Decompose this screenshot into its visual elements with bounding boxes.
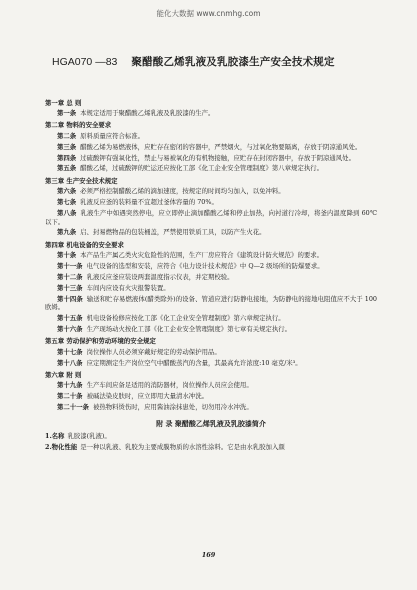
- article-text: 原料质量应符合标准。: [80, 131, 145, 140]
- document-header: [52, 54, 377, 69]
- article-number: 第十六条: [57, 325, 83, 334]
- article-number: 第十二条: [57, 272, 83, 281]
- article-number: 第十一条: [57, 261, 83, 270]
- watermark: 能化大数据 www.cnmhg.com: [156, 9, 261, 18]
- article-number: 第三条: [57, 142, 77, 151]
- article-text: 岗位操作人员必须穿戴好规定的劳动保护用品。: [86, 347, 221, 356]
- article-text: 乳液反应釜的装料量不宜超过釜体容量的 70%。: [80, 198, 218, 207]
- article: [45, 228, 377, 237]
- article-number: 第十条: [57, 251, 77, 260]
- chapter-heading: 第二章 物料的安全要求: [45, 121, 112, 130]
- chapter-heading: 第一章 总 则: [45, 98, 82, 107]
- appendix-item-text: 乳胶漆(乳液)。: [67, 432, 111, 441]
- article-number: 第九条: [57, 228, 77, 237]
- article-number: 第十八条: [57, 358, 83, 367]
- article: [45, 262, 377, 271]
- article: [45, 198, 377, 207]
- article: [45, 143, 377, 152]
- appendix-item: [45, 432, 377, 441]
- page-number: 169: [201, 551, 216, 559]
- appendix-item: [45, 443, 377, 452]
- article-text: 本产品生产属乙类火灾危险性的范围，生产厂房应符合《建筑设计防火规范》的要求。: [80, 251, 324, 260]
- appendix-item-key: 2.物化性能: [45, 442, 78, 451]
- article: [45, 359, 377, 368]
- article-number: 第四条: [57, 153, 77, 162]
- article-number: 第二条: [57, 131, 77, 140]
- chapter-heading: 第三章 生产安全技术规定: [45, 176, 118, 185]
- article-number: 第十五条: [57, 314, 83, 323]
- article: [45, 154, 377, 163]
- article-number: 第七条: [57, 198, 77, 207]
- article: [45, 187, 377, 196]
- article-text: 机电设备检修应按化工部《化工企业安全管理制度》第六章规定执行。: [86, 314, 285, 323]
- article-text: 生产车间应备足适用的消防器材，岗位操作人员应会使用。: [86, 381, 253, 390]
- article: [45, 348, 377, 357]
- article-text: 启、封易燃物品的包装桶盖，严禁使用铁质工具，以防产生火花。: [80, 228, 266, 237]
- article-number: 第十四条: [57, 294, 83, 303]
- article: [45, 273, 377, 282]
- appendix-item-text: 是一种以乳液、乳胶为主要成膜物质的水溶性涂料。它是由水乳胶加入颜: [80, 442, 285, 451]
- article: [45, 109, 377, 118]
- article-text: 乳液生产中如遇突然停电，应立即停止滴加醋酸乙烯和停止加热，向衬道行冷却，将釜内温度降到 60℃以下。: [45, 208, 377, 226]
- article-text: 生产现场动火按化工部《化工企业安全管理制度》第七章有关规定执行。: [86, 325, 292, 334]
- article-number: 第十七条: [57, 347, 83, 356]
- article-number: 第十九条: [57, 381, 83, 390]
- appendix-title: 附 录 聚醋酸乙烯乳液及乳胶漆简介: [156, 418, 266, 428]
- article-text: 醋酸乙烯为易燃液体，应贮存在密闭的容器中，严禁烟火，与过氧化物要隔离，存放于阴凉通风处。: [80, 142, 362, 151]
- article-text: 乳液反应釜应装设两套温度指示仪表，并定期校验。: [86, 272, 234, 281]
- article-text: 车间内应设有火灾报警装置。: [86, 283, 170, 292]
- article-text: 必须严格控制醋酸乙烯的滴加速度，按规定的时间均匀加入，以免冲料。: [80, 187, 285, 196]
- article-text: 输送和贮存易燃液体(醋类除外)的设备、管道应进行防静电接地，为防静电的接地电阻值应不大于 100 欧姆。: [45, 294, 377, 312]
- article-text: 本规定适用于聚醋酸乙烯乳液及乳胶漆的生产。: [80, 109, 215, 118]
- article: [45, 392, 377, 401]
- appendix-item-key: 1.名称: [45, 432, 65, 441]
- article-text: 醋酸乙烯，过硫酸钾的贮运还应按化工部《化工企业安全管理制度》第八章规定执行。: [80, 164, 324, 173]
- article-number: 第五条: [57, 164, 77, 173]
- article: [45, 314, 377, 323]
- article-number: 第二十条: [57, 392, 83, 401]
- article: [45, 325, 377, 334]
- article: [45, 403, 377, 412]
- chapter-heading: 第四章 机电设备的安全要求: [45, 240, 124, 249]
- article: [45, 295, 377, 312]
- article: [45, 251, 377, 260]
- article-text: 应定期测定生产岗位空气中醋酸蒸汽的含量，其最高允许浓度:10 毫克/米³。: [86, 358, 302, 367]
- article-number: 第十三条: [57, 283, 83, 292]
- article: [45, 284, 377, 293]
- chapter-heading: 第五章 劳动保护和劳动环境的安全规定: [45, 337, 156, 346]
- article-number: 第六条: [57, 187, 77, 196]
- chapter-heading: 第六章 附 则: [45, 370, 82, 379]
- article-text: 过硫酸钾有强氧化性，禁止与易被氧化的有机物接触，应贮存在封闭容器中，存放于阴凉通风处。: [80, 153, 355, 162]
- article: [45, 164, 377, 173]
- article: [45, 381, 377, 390]
- article-text: 电气设备的选型和安装，应符合《电力设计技术规范》中 Q—2 级场所的防爆要求。: [86, 261, 324, 270]
- article-number: 第一条: [57, 109, 77, 118]
- article-number: 第二十一条: [57, 403, 89, 412]
- article-text: 被热物料烫伤时，应用酱油涂抹患处，切勿用冷水冲洗。: [92, 403, 253, 412]
- standard-code: HGA070 —83: [52, 56, 118, 68]
- document-title: 聚醋酸乙烯乳液及乳胶漆生产安全技术规定: [131, 56, 335, 68]
- article-text: 被碱法染皮肤时，应立即用大量清水冲洗。: [86, 392, 208, 401]
- document-body: [45, 95, 377, 453]
- article: [45, 132, 377, 141]
- article: [45, 209, 377, 226]
- article-number: 第八条: [57, 208, 77, 217]
